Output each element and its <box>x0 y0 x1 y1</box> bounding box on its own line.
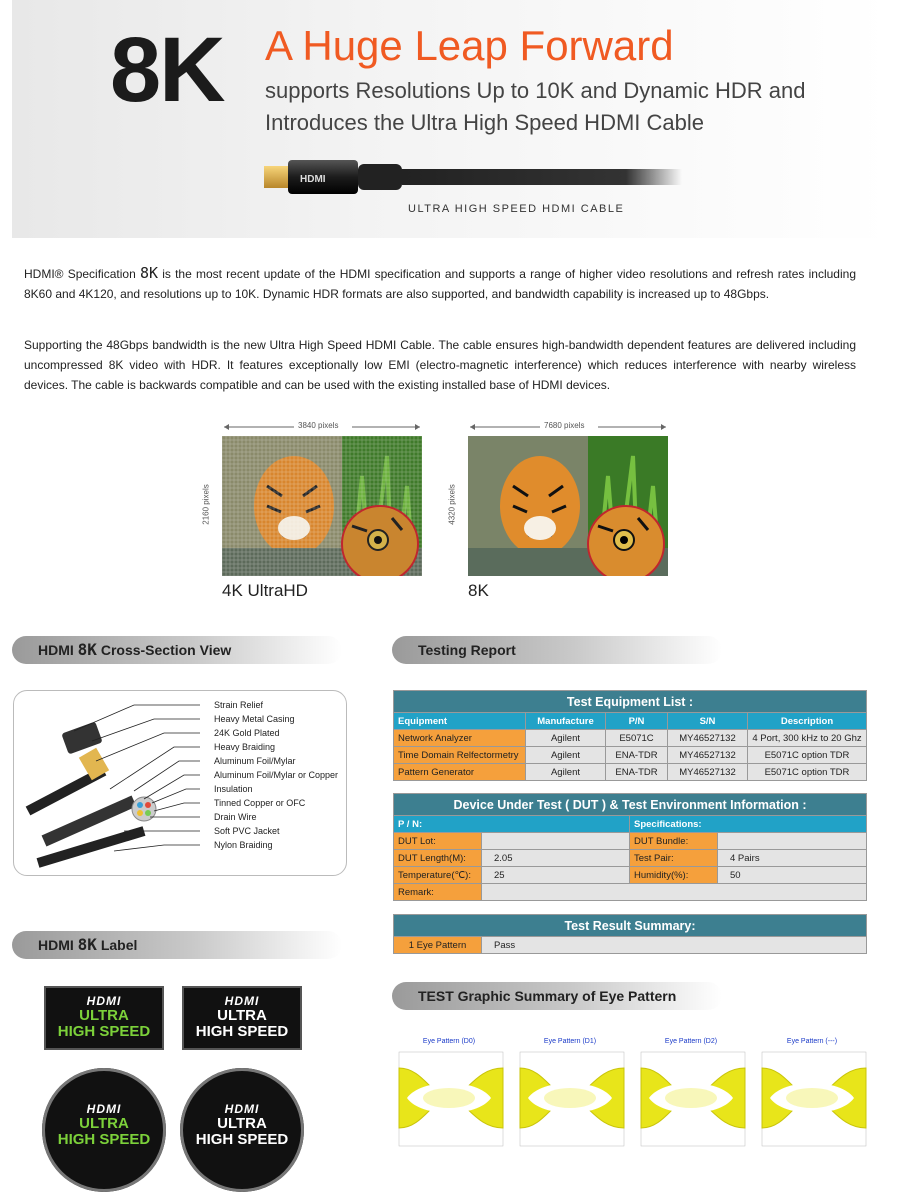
width-arrow-4k <box>222 421 422 433</box>
hdmi-logo-text: HDMI <box>224 1102 260 1116</box>
caption-8k: 8K <box>468 581 489 600</box>
eye-pattern-plot <box>635 1038 747 1156</box>
label-line2: HIGH SPEED <box>195 1023 289 1040</box>
specifications-label: Specifications: <box>630 816 867 833</box>
layer-label: Heavy Braiding <box>214 742 276 752</box>
table-header: Manufacture <box>526 713 606 730</box>
eye-plot-title: Eye Pattern (D1) <box>543 1038 597 1045</box>
cell: Humidity(%): <box>630 867 718 884</box>
cell: 50 <box>718 867 867 884</box>
label-line1: ULTRA <box>217 1007 267 1024</box>
layer-label: Aluminum Foil/Mylar or Copper <box>214 770 339 780</box>
summary-table <box>393 914 867 954</box>
table-header: P/N <box>606 713 668 730</box>
cell: ENA-TDR <box>606 747 668 764</box>
cell: Time Domain Relfectormetry <box>394 747 526 764</box>
hdmi-logo-text: HDMI <box>86 1102 122 1116</box>
caption-4k: 4K UltraHD <box>222 581 308 600</box>
hdmi-logo-text: HDMI <box>86 994 122 1008</box>
cell: 25 <box>482 867 630 884</box>
table-row <box>394 833 867 850</box>
layer-label: Aluminum Foil/Mylar <box>214 756 296 766</box>
table-row <box>394 884 867 901</box>
label-green-round <box>42 1068 166 1192</box>
cell: DUT Lot: <box>394 833 482 850</box>
cell: 1 Eye Pattern <box>394 937 482 954</box>
hero-8k-label: 8K <box>110 19 224 121</box>
cell: 4 Port, 300 kHz to 20 Ghz <box>748 730 867 747</box>
cell: E5071C <box>606 730 668 747</box>
layer-label: Strain Relief <box>214 700 264 710</box>
pn-label: P / N: <box>394 816 630 833</box>
width-label-4k: 3840 pixels <box>298 421 339 430</box>
eye-plot-title: Eye Pattern (D0) <box>422 1038 476 1045</box>
layer-label: 24K Gold Plated <box>214 728 280 738</box>
width-arrow-8k <box>468 421 668 433</box>
cell: 2.05 <box>482 850 630 867</box>
cell: MY46527132 <box>668 747 748 764</box>
equipment-table-title: Test Equipment List : <box>394 691 867 713</box>
intro-paragraph-1: HDMI® Specification 8K is the most recent update of the HDMI specification and supports a range of higher video resolutions and refresh rates including 8K60 and 4K120, and resolutions up to 10K. Dynamic HDR formats are also supported, and bandwidth capability is increased up to 48Gbps. <box>24 264 856 301</box>
table-row <box>394 730 867 747</box>
eye-pattern-plot <box>756 1038 868 1156</box>
cell <box>482 884 867 901</box>
layer-label: Drain Wire <box>214 812 257 822</box>
cell: MY46527132 <box>668 730 748 747</box>
table-row <box>394 850 867 867</box>
label-line2: HIGH SPEED <box>57 1023 151 1040</box>
layer-label: Tinned Copper or OFC <box>214 798 306 808</box>
layer-label: Heavy Metal Casing <box>214 714 295 724</box>
label-white-square <box>182 986 302 1050</box>
layer-label: Nylon Braiding <box>214 840 273 850</box>
cell: DUT Length(M): <box>394 850 482 867</box>
cross-section-diagram <box>13 690 347 876</box>
label-banner: HDMI 8K Label <box>12 931 342 959</box>
dut-table <box>393 793 867 901</box>
hdmi-cable-image <box>262 152 682 202</box>
cell: Agilent <box>526 764 606 781</box>
eye-pattern-plot <box>514 1038 626 1156</box>
cell: Test Pair: <box>630 850 718 867</box>
equipment-table <box>393 690 867 781</box>
layer-label: Insulation <box>214 784 253 794</box>
label-line1: ULTRA <box>79 1115 129 1132</box>
cell <box>718 833 867 850</box>
layer-label: Soft PVC Jacket <box>214 826 280 836</box>
cell: Remark: <box>394 884 482 901</box>
eye-plot-title: Eye Pattern (D2) <box>664 1038 718 1045</box>
table-header: Equipment <box>394 713 526 730</box>
width-label-8k: 7680 pixels <box>544 421 585 430</box>
tiger-image-8k <box>468 436 668 576</box>
summary-table-title: Test Result Summary: <box>394 915 867 937</box>
hero-subtitle-line1: supports Resolutions Up to 10K and Dynamic HDR and <box>265 78 806 103</box>
table-row <box>394 937 867 954</box>
cell: ENA-TDR <box>606 764 668 781</box>
table-row <box>394 764 867 781</box>
height-label-8k: 4320 pixels <box>447 484 457 525</box>
eye-pattern-banner: TEST Graphic Summary of Eye Pattern <box>392 982 722 1010</box>
dut-table-title: Device Under Test ( DUT ) & Test Environment Information : <box>394 794 867 816</box>
label-line1: ULTRA <box>79 1007 129 1024</box>
hdmi-logo-text: HDMI <box>224 994 260 1008</box>
cell: Pattern Generator <box>394 764 526 781</box>
label-line2: HIGH SPEED <box>57 1131 151 1148</box>
cell: MY46527132 <box>668 764 748 781</box>
intro-paragraph-2: Supporting the 48Gbps bandwidth is the new Ultra High Speed HDMI Cable. The cable ensures high-bandwidth dependent features are delivered including uncompressed 8K video with HDR. It features exceptionally low EMI (electro-magnetic interference) which reduces interference with nearby wireless devices. The cable is backwards compatible and can be used with the existing installed base of HDMI devices. <box>24 338 856 392</box>
cell: Agilent <box>526 730 606 747</box>
height-label-4k: 2160 pixels <box>201 484 211 525</box>
cell: 4 Pairs <box>718 850 867 867</box>
table-row <box>394 867 867 884</box>
cell: Temperature(℃): <box>394 867 482 884</box>
hero-subtitle-line2: Introduces the Ultra High Speed HDMI Cable <box>265 110 704 135</box>
eye-plot-title: Eye Pattern (---) <box>786 1038 838 1045</box>
hero-headline: A Huge Leap Forward <box>265 22 674 69</box>
cable-logo-text: HDMI <box>300 174 326 185</box>
label-green-square <box>44 986 164 1050</box>
tiger-image-4k <box>222 436 422 576</box>
cable-cross-section-illustration <box>14 691 204 877</box>
cell: E5071C option TDR <box>748 747 867 764</box>
cell: Pass <box>482 937 867 954</box>
label-line1: ULTRA <box>217 1115 267 1132</box>
cell: E5071C option TDR <box>748 764 867 781</box>
cable-caption: ULTRA HIGH SPEED HDMI CABLE <box>408 203 625 215</box>
cell: Agilent <box>526 747 606 764</box>
eye-pattern-plot <box>393 1038 505 1156</box>
cell: Network Analyzer <box>394 730 526 747</box>
table-header: Description <box>748 713 867 730</box>
cross-section-banner: HDMI 8K Cross-Section View <box>12 636 342 664</box>
testing-report-banner: Testing Report <box>392 636 722 664</box>
cell: DUT Bundle: <box>630 833 718 850</box>
label-line2: HIGH SPEED <box>195 1131 289 1148</box>
cell <box>482 833 630 850</box>
table-row <box>394 747 867 764</box>
table-header: S/N <box>668 713 748 730</box>
label-white-round <box>180 1068 304 1192</box>
